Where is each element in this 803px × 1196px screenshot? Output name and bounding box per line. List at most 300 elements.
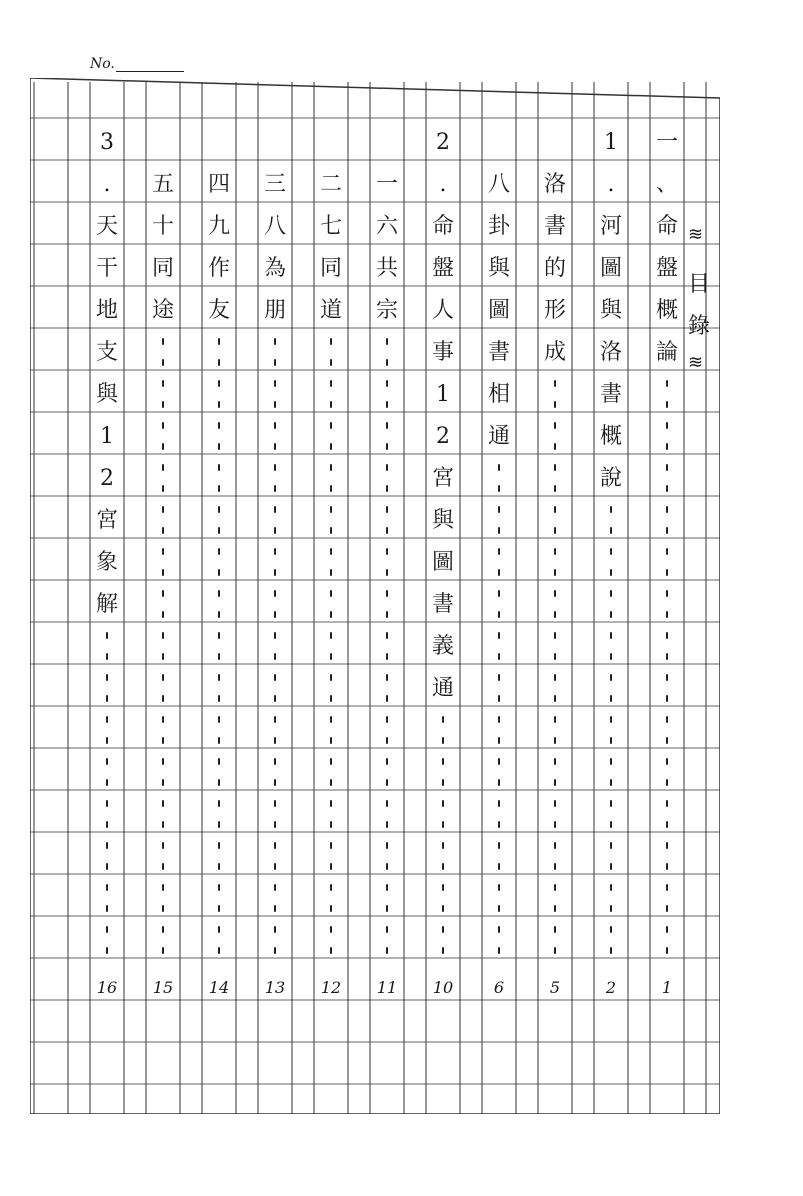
- leader-dot: [162, 884, 164, 891]
- toc-entry-char: 六: [375, 214, 398, 239]
- leader-dot: [498, 758, 500, 765]
- leader-dot: [218, 422, 220, 429]
- leader-dot: [498, 674, 500, 681]
- leader-dot: [274, 611, 276, 618]
- leader-dot: [162, 569, 164, 576]
- leader-dot: [498, 716, 500, 723]
- toc-entry-char: 人: [431, 298, 454, 323]
- leader-dot: [218, 926, 220, 933]
- leader-dot: [498, 548, 500, 555]
- leader-dot: [274, 716, 276, 723]
- leader-dot: [218, 716, 220, 723]
- leader-dot: [106, 716, 108, 723]
- leader-dot: [386, 800, 388, 807]
- toc-entry-char: 八: [487, 172, 510, 197]
- leader-dot: [666, 485, 668, 492]
- page-number: 16: [96, 978, 118, 997]
- leader-dot: [666, 506, 668, 513]
- leader-dot: [610, 800, 612, 807]
- toc-entry-char: 一: [375, 172, 398, 197]
- toc-entry-char: 義: [431, 634, 454, 659]
- leader-dot: [274, 422, 276, 429]
- toc-entry-char: 作: [207, 256, 230, 281]
- leader-dot: [554, 716, 556, 723]
- leader-dot: [442, 863, 444, 870]
- page-number: 10: [432, 978, 454, 997]
- leader-dot: [386, 947, 388, 954]
- toc-entry-char: .: [103, 172, 111, 197]
- leader-dot: [498, 695, 500, 702]
- leader-dot: [330, 506, 332, 513]
- leader-dot: [666, 590, 668, 597]
- page-number: 1: [661, 978, 673, 997]
- toc-entry-char: 八: [263, 214, 286, 239]
- leader-dot: [330, 485, 332, 492]
- leader-dot: [274, 485, 276, 492]
- leader-dot: [386, 611, 388, 618]
- leader-dot: [498, 569, 500, 576]
- page-number: 13: [264, 978, 286, 997]
- toc-entry-char: 圖: [599, 256, 622, 281]
- leader-dot: [218, 380, 220, 387]
- leader-dot: [218, 548, 220, 555]
- leader-dot: [498, 863, 500, 870]
- leader-dot: [498, 653, 500, 660]
- leader-dot: [666, 653, 668, 660]
- toc-entry-char: 3: [100, 130, 114, 155]
- leader-dot: [610, 653, 612, 660]
- toc-entry-char: 洛: [599, 340, 622, 365]
- manuscript-grid: [30, 78, 720, 1114]
- leader-dot: [666, 464, 668, 471]
- leader-dot: [442, 884, 444, 891]
- leader-dot: [162, 674, 164, 681]
- leader-dot: [218, 464, 220, 471]
- leader-dot: [610, 674, 612, 681]
- leader-dot: [554, 737, 556, 744]
- leader-dot: [386, 758, 388, 765]
- leader-dot: [218, 800, 220, 807]
- toc-entry-char: 天: [95, 214, 118, 239]
- leader-dot: [218, 947, 220, 954]
- toc-entry-char: 命: [431, 214, 454, 239]
- leader-dot: [330, 716, 332, 723]
- leader-dot: [442, 905, 444, 912]
- leader-dot: [610, 632, 612, 639]
- leader-dot: [610, 737, 612, 744]
- leader-dot: [218, 737, 220, 744]
- leader-dot: [498, 842, 500, 849]
- leader-dot: [666, 800, 668, 807]
- toc-entry-char: 2: [436, 424, 450, 449]
- leader-dot: [274, 758, 276, 765]
- toc-entry-char: 宮: [95, 508, 118, 533]
- leader-dot: [554, 863, 556, 870]
- leader-dot: [218, 338, 220, 345]
- leader-dot: [106, 779, 108, 786]
- leader-dot: [610, 590, 612, 597]
- leader-dot: [330, 779, 332, 786]
- leader-dot: [610, 863, 612, 870]
- toc-entry-char: 說: [599, 466, 622, 491]
- leader-dot: [610, 506, 612, 513]
- leader-dot: [666, 842, 668, 849]
- leader-dot: [442, 737, 444, 744]
- leader-dot: [498, 506, 500, 513]
- leader-dot: [274, 947, 276, 954]
- leader-dot: [386, 338, 388, 345]
- toc-entry-char: 九: [207, 214, 230, 239]
- leader-dot: [162, 548, 164, 555]
- toc-entry-char: 書: [431, 592, 454, 617]
- toc-entry-char: 與: [95, 382, 118, 407]
- toc-entry-char: 相: [487, 382, 510, 407]
- toc-entry-char: 卦: [487, 214, 510, 239]
- wavy-decoration-top: ≋: [688, 224, 704, 245]
- toc-entry-char: 途: [151, 298, 174, 323]
- leader-dot: [498, 947, 500, 954]
- leader-dot: [610, 779, 612, 786]
- leader-dot: [386, 485, 388, 492]
- leader-dot: [554, 653, 556, 660]
- leader-dot: [666, 779, 668, 786]
- leader-dot: [330, 800, 332, 807]
- leader-dot: [106, 947, 108, 954]
- page-number: 14: [208, 978, 230, 997]
- leader-dot: [106, 632, 108, 639]
- leader-dot: [162, 716, 164, 723]
- leader-dot: [330, 590, 332, 597]
- leader-dot: [162, 359, 164, 366]
- leader-dot: [274, 569, 276, 576]
- toc-entry-char: 命: [655, 214, 678, 239]
- toc-entry-char: 道: [319, 298, 342, 323]
- leader-dot: [162, 737, 164, 744]
- page-number: 2: [605, 978, 617, 997]
- leader-dot: [274, 464, 276, 471]
- leader-dot: [666, 422, 668, 429]
- leader-dot: [442, 800, 444, 807]
- leader-dot: [106, 926, 108, 933]
- toc-entry-char: 同: [151, 256, 174, 281]
- leader-dot: [386, 842, 388, 849]
- leader-dot: [162, 758, 164, 765]
- leader-dot: [274, 401, 276, 408]
- toc-entry-char: 地: [95, 298, 118, 323]
- toc-entry-char: 一: [655, 130, 678, 155]
- toc-entry-char: 圖: [487, 298, 510, 323]
- leader-dot: [162, 506, 164, 513]
- leader-dot: [218, 359, 220, 366]
- leader-dot: [218, 590, 220, 597]
- no-underline: [116, 71, 184, 72]
- leader-dot: [386, 863, 388, 870]
- toc-entry-char: 成: [543, 340, 566, 365]
- leader-dot: [666, 569, 668, 576]
- leader-dot: [218, 632, 220, 639]
- leader-dot: [274, 800, 276, 807]
- leader-dot: [666, 863, 668, 870]
- leader-dot: [218, 863, 220, 870]
- leader-dot: [330, 380, 332, 387]
- leader-dot: [106, 821, 108, 828]
- leader-dot: [330, 737, 332, 744]
- leader-dot: [554, 506, 556, 513]
- toc-entry-char: 圖: [431, 550, 454, 575]
- toc-entry-char: 十: [151, 214, 174, 239]
- leader-dot: [274, 632, 276, 639]
- leader-dot: [498, 779, 500, 786]
- toc-entry-char: 二: [319, 172, 342, 197]
- leader-dot: [106, 674, 108, 681]
- leader-dot: [274, 779, 276, 786]
- leader-dot: [386, 506, 388, 513]
- leader-dot: [162, 842, 164, 849]
- leader-dot: [554, 422, 556, 429]
- toc-entry-char: 四: [207, 172, 230, 197]
- toc-title-char-1: 目: [687, 272, 710, 297]
- leader-dot: [218, 527, 220, 534]
- leader-dot: [442, 926, 444, 933]
- leader-dot: [554, 632, 556, 639]
- leader-dot: [330, 926, 332, 933]
- leader-dot: [442, 842, 444, 849]
- leader-dot: [274, 821, 276, 828]
- leader-dot: [554, 947, 556, 954]
- leader-dot: [274, 863, 276, 870]
- leader-dot: [386, 569, 388, 576]
- leader-dot: [666, 632, 668, 639]
- leader-dot: [274, 590, 276, 597]
- leader-dot: [442, 821, 444, 828]
- leader-dot: [554, 758, 556, 765]
- leader-dot: [274, 548, 276, 555]
- leader-dot: [274, 674, 276, 681]
- toc-entry-char: 盤: [655, 256, 678, 281]
- leader-dot: [274, 527, 276, 534]
- leader-dot: [666, 821, 668, 828]
- leader-dot: [498, 632, 500, 639]
- leader-dot: [610, 926, 612, 933]
- leader-dot: [386, 464, 388, 471]
- leader-dot: [218, 485, 220, 492]
- leader-dot: [610, 758, 612, 765]
- leader-dot: [554, 821, 556, 828]
- toc-entry-char: 同: [319, 256, 342, 281]
- leader-dot: [498, 800, 500, 807]
- leader-dot: [330, 611, 332, 618]
- toc-entry-char: 事: [431, 340, 454, 365]
- leader-dot: [498, 590, 500, 597]
- toc-entry-char: 朋: [263, 298, 286, 323]
- toc-entry-char: 支: [95, 340, 118, 365]
- toc-entry-char: 象: [95, 550, 118, 575]
- leader-dot: [554, 842, 556, 849]
- leader-dot: [498, 611, 500, 618]
- leader-dot: [330, 338, 332, 345]
- leader-dot: [106, 842, 108, 849]
- leader-dot: [274, 842, 276, 849]
- toc-entry-char: 五: [151, 172, 174, 197]
- leader-dot: [666, 695, 668, 702]
- leader-dot: [554, 485, 556, 492]
- leader-dot: [330, 842, 332, 849]
- leader-dot: [330, 527, 332, 534]
- leader-dot: [330, 401, 332, 408]
- leader-dot: [498, 737, 500, 744]
- leader-dot: [218, 674, 220, 681]
- leader-dot: [610, 905, 612, 912]
- leader-dot: [274, 653, 276, 660]
- toc-entry-char: 與: [431, 508, 454, 533]
- leader-dot: [274, 926, 276, 933]
- leader-dot: [162, 779, 164, 786]
- toc-entry-char: 1: [436, 382, 450, 407]
- leader-dot: [274, 695, 276, 702]
- leader-dot: [330, 863, 332, 870]
- leader-dot: [666, 527, 668, 534]
- toc-entry-char: 書: [487, 340, 510, 365]
- leader-dot: [274, 506, 276, 513]
- leader-dot: [666, 926, 668, 933]
- leader-dot: [666, 443, 668, 450]
- leader-dot: [666, 716, 668, 723]
- leader-dot: [330, 653, 332, 660]
- toc-entry-char: 三: [263, 172, 286, 197]
- leader-dot: [162, 338, 164, 345]
- leader-dot: [666, 611, 668, 618]
- toc-entry-char: 宮: [431, 466, 454, 491]
- leader-dot: [330, 359, 332, 366]
- leader-dot: [386, 401, 388, 408]
- leader-dot: [554, 548, 556, 555]
- leader-dot: [162, 527, 164, 534]
- leader-dot: [218, 569, 220, 576]
- leader-dot: [106, 737, 108, 744]
- leader-dot: [218, 842, 220, 849]
- leader-dot: [162, 905, 164, 912]
- leader-dot: [666, 548, 668, 555]
- leader-dot: [554, 884, 556, 891]
- leader-dot: [386, 695, 388, 702]
- leader-dot: [274, 737, 276, 744]
- leader-dot: [610, 569, 612, 576]
- leader-dot: [330, 464, 332, 471]
- leader-dot: [386, 926, 388, 933]
- toc-entry-char: 、: [655, 172, 678, 197]
- leader-dot: [610, 821, 612, 828]
- no-label: No.: [90, 56, 115, 72]
- toc-entry-char: 概: [599, 424, 622, 449]
- toc-entry-char: 1: [100, 424, 114, 449]
- leader-dot: [162, 821, 164, 828]
- leader-dot: [162, 380, 164, 387]
- toc-entry-char: 解: [95, 592, 118, 617]
- toc-entry-char: 共: [375, 256, 398, 281]
- leader-dot: [330, 569, 332, 576]
- leader-dot: [162, 632, 164, 639]
- leader-dot: [610, 695, 612, 702]
- leader-dot: [162, 653, 164, 660]
- toc-entry-char: 為: [263, 256, 286, 281]
- leader-dot: [162, 464, 164, 471]
- leader-dot: [162, 401, 164, 408]
- toc-entry-char: 通: [431, 676, 454, 701]
- toc-entry-char: 論: [655, 340, 678, 365]
- leader-dot: [498, 464, 500, 471]
- leader-dot: [610, 548, 612, 555]
- leader-dot: [610, 527, 612, 534]
- toc-entry-char: 通: [487, 424, 510, 449]
- page-number: 5: [549, 978, 561, 997]
- leader-dot: [106, 884, 108, 891]
- leader-dot: [330, 947, 332, 954]
- leader-dot: [218, 905, 220, 912]
- leader-dot: [218, 653, 220, 660]
- leader-dot: [386, 653, 388, 660]
- leader-dot: [218, 695, 220, 702]
- leader-dot: [666, 401, 668, 408]
- leader-dot: [386, 716, 388, 723]
- leader-dot: [610, 947, 612, 954]
- leader-dot: [498, 905, 500, 912]
- leader-dot: [106, 758, 108, 765]
- page-number: 11: [376, 978, 398, 997]
- leader-dot: [218, 401, 220, 408]
- leader-dot: [554, 674, 556, 681]
- toc-entry-char: 河: [599, 214, 622, 239]
- toc-entry-char: 書: [599, 382, 622, 407]
- leader-dot: [554, 611, 556, 618]
- toc-entry-char: 書: [543, 214, 566, 239]
- leader-dot: [330, 905, 332, 912]
- leader-dot: [330, 632, 332, 639]
- leader-dot: [274, 359, 276, 366]
- leader-dot: [554, 590, 556, 597]
- leader-dot: [330, 548, 332, 555]
- leader-dot: [386, 884, 388, 891]
- leader-dot: [610, 842, 612, 849]
- wavy-decoration-bottom: ≋: [688, 352, 704, 373]
- leader-dot: [162, 422, 164, 429]
- leader-dot: [106, 800, 108, 807]
- leader-dot: [162, 590, 164, 597]
- leader-dot: [554, 464, 556, 471]
- toc-entry-char: 與: [487, 256, 510, 281]
- leader-dot: [106, 863, 108, 870]
- leader-dot: [554, 695, 556, 702]
- toc-entry-char: 七: [319, 214, 342, 239]
- leader-dot: [386, 779, 388, 786]
- leader-dot: [330, 884, 332, 891]
- leader-dot: [554, 527, 556, 534]
- leader-dot: [162, 947, 164, 954]
- leader-dot: [442, 758, 444, 765]
- leader-dot: [386, 380, 388, 387]
- toc-entry-char: 友: [207, 298, 230, 323]
- leader-dot: [554, 779, 556, 786]
- page-number: 6: [493, 978, 505, 997]
- leader-dot: [162, 926, 164, 933]
- leader-dot: [666, 380, 668, 387]
- leader-dot: [386, 821, 388, 828]
- leader-dot: [386, 632, 388, 639]
- toc-entry-char: 的: [543, 256, 566, 281]
- leader-dot: [442, 716, 444, 723]
- leader-dot: [330, 443, 332, 450]
- leader-dot: [386, 359, 388, 366]
- leader-dot: [162, 863, 164, 870]
